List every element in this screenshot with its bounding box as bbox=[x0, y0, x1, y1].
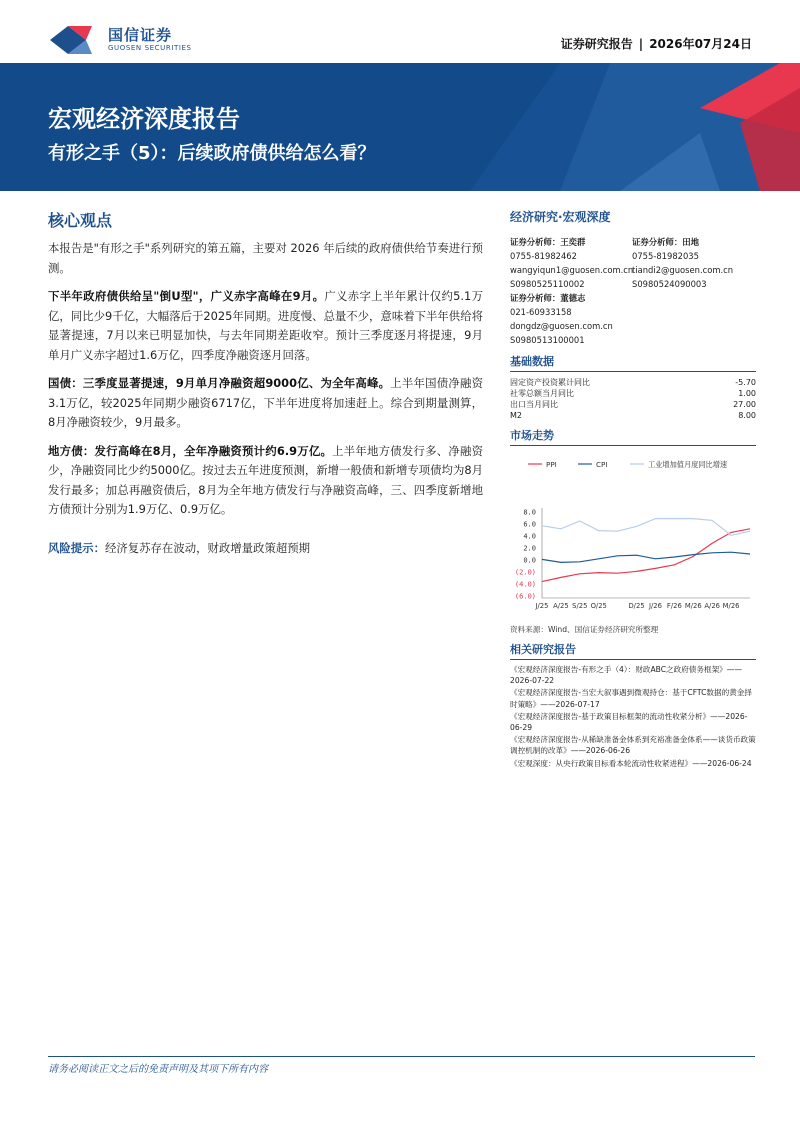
x-tick-label: S/25 bbox=[572, 602, 588, 610]
y-tick-label: 8.0 bbox=[523, 508, 536, 517]
logo-name: 国信证券 bbox=[108, 26, 173, 44]
section-heading: 核心观点 bbox=[48, 211, 113, 230]
basic-data-heading: 基础数据 bbox=[510, 353, 756, 372]
series-line bbox=[542, 552, 750, 562]
separator: | bbox=[638, 37, 644, 51]
series-line bbox=[542, 519, 750, 536]
point-lead: 地方债：发行高峰在8月，全年净融资预计约6.9万亿。 bbox=[48, 443, 333, 458]
logo-en: GUOSEN SECURITIES bbox=[108, 44, 192, 52]
analyst-card bbox=[510, 235, 632, 291]
x-tick-label: F/26 bbox=[666, 602, 682, 610]
analyst-label: 证券分析师： bbox=[510, 293, 561, 303]
footer-divider bbox=[48, 1056, 755, 1057]
analyst-phone: 021-60933158 bbox=[510, 307, 572, 317]
point-text: 上半年国债净融资3.1万亿，较2025年同期少融资6717亿，下半年进度将加速赶上。综合到期量测算，8月净融资较少，9月最多。 bbox=[48, 376, 483, 429]
y-tick-label: 0.0 bbox=[523, 556, 536, 565]
footer-disclaimer: 请务必阅读正文之后的免责声明及其项下所有内容 bbox=[48, 1064, 268, 1075]
analyst-name-line bbox=[632, 235, 754, 249]
core-views-section bbox=[48, 208, 483, 556]
x-tick-label: O/25 bbox=[590, 602, 607, 610]
risk-label: 风险提示： bbox=[48, 540, 105, 555]
trend-chart-svg bbox=[510, 450, 756, 622]
point-paragraph bbox=[48, 374, 483, 433]
data-value: 1.00 bbox=[738, 389, 756, 398]
related-reports-list bbox=[510, 664, 756, 769]
point-paragraph bbox=[48, 287, 483, 365]
y-tick-label: 6.0 bbox=[523, 520, 536, 529]
legend-label: 工业增加值月度同比增速 bbox=[648, 460, 728, 469]
data-label: 社零总额当月同比 bbox=[510, 389, 574, 398]
data-row bbox=[510, 410, 756, 421]
x-tick-label: M/26 bbox=[722, 602, 740, 610]
point-text: 广义赤字上半年累计仅约5.1万亿，同比少9千亿，大幅落后于2025年同期。进度慢、总量不少，意味着下半年供给将显著提速，7月以来已明显加快，与去年同期差距收窄。预计三季度逐月将提速，9月单月广义赤字超过1.6万亿，四季度净融资逐月回落。 bbox=[48, 289, 484, 362]
analyst-cert: S0980525110002 bbox=[510, 279, 585, 289]
related-report-link[interactable]: 《宏观经济深度报告-基于政策目标框架的流动性收紧分析》——2026-06-29 bbox=[510, 711, 748, 733]
analyst-card bbox=[632, 235, 754, 291]
analyst-row bbox=[510, 235, 756, 291]
chart-source: 资料来源：Wind、国信证券经济研究所整理 bbox=[510, 625, 659, 634]
point-lead: 国债：三季度显著提速，9月单月净融资超9000亿、为全年高峰。 bbox=[48, 376, 391, 390]
market-trend-chart bbox=[510, 450, 756, 622]
y-tick-label: 2.0 bbox=[523, 544, 536, 553]
data-value: -5.70 bbox=[735, 378, 756, 387]
intro-paragraph: 本报告是"有形之手"系列研究的第五篇，主要对 2026 年后续的政府债供给节奏进行预测。 bbox=[48, 241, 483, 275]
analyst-row bbox=[510, 291, 756, 347]
point-paragraph bbox=[48, 442, 483, 520]
report-title: 宏观经济深度报告 bbox=[48, 105, 240, 133]
x-tick-label: D/25 bbox=[628, 602, 645, 610]
company-logo bbox=[48, 22, 248, 56]
analyst-name-line bbox=[510, 235, 632, 249]
y-tick-label: (4.0) bbox=[514, 580, 536, 589]
point-text: 上半年地方债发行多、净融资少，净融资同比少约5000亿。按过去五年进度预测，新增一般债和新增专项债均为8月发行最多；加总再融资债后，8月为全年地方债发行与净融资高峰，三、四季度新增地方债预计分别为1.9万亿、0.9万亿。 bbox=[48, 443, 483, 516]
related-report-link[interactable]: 《宏观经济深度报告-有形之手（4）：财政ABC之政府债务框架》——2026-07-22 bbox=[510, 665, 742, 686]
analyst-cert: S0980524090003 bbox=[632, 279, 707, 289]
y-tick-label: (6.0) bbox=[514, 592, 536, 601]
analyst-label: 证券分析师： bbox=[510, 237, 561, 247]
analyst-label: 证券分析师： bbox=[632, 237, 683, 247]
data-label: 出口当月同比 bbox=[510, 400, 558, 409]
related-report-link[interactable]: 《宏观经济深度报告-当宏大叙事遇到微观持仓：基于CFTC数据的黄金择时策略》——2026-07-17 bbox=[510, 688, 752, 709]
analyst-card bbox=[510, 291, 756, 347]
series-line bbox=[542, 529, 750, 582]
report-date: 2026年07月24日 bbox=[649, 37, 752, 51]
analyst-name: 王奕群 bbox=[560, 237, 586, 247]
point-lead: 下半年政府债供给呈"倒U型"，广义赤字高峰在9月。 bbox=[48, 289, 325, 303]
y-tick-label: 4.0 bbox=[523, 532, 536, 541]
y-tick-label: (2.0) bbox=[514, 568, 536, 577]
analyst-name: 田地 bbox=[682, 237, 699, 247]
x-tick-label: M/26 bbox=[684, 602, 702, 610]
data-value: 27.00 bbox=[733, 400, 756, 409]
risk-text: 经济复苏存在波动，财政增量政策超预期 bbox=[104, 540, 311, 555]
analyst-email[interactable]: dongdz@guosen.com.cn bbox=[510, 321, 613, 331]
analyst-name-line bbox=[510, 291, 756, 305]
legend-label: PPI bbox=[546, 460, 557, 469]
analyst-email[interactable]: wangyiqun1@guosen.com.cn bbox=[510, 265, 634, 275]
category-heading: 经济研究·宏观深度 bbox=[510, 210, 611, 224]
data-label: 固定资产投资累计同比 bbox=[510, 378, 590, 387]
related-report-link[interactable]: 《宏观深度：从央行政策目标看本轮流动性收紧进程》——2026-06-24 bbox=[510, 758, 752, 768]
data-row bbox=[510, 377, 756, 388]
x-tick-label: J/25 bbox=[535, 602, 549, 610]
legend-label: CPI bbox=[596, 460, 608, 469]
data-row bbox=[510, 388, 756, 399]
related-report-link[interactable]: 《宏观经济深度报告-从稀缺准备金体系到充裕准备金体系——谈货币政策调控机制的改革》——2026-06-26 bbox=[510, 735, 756, 756]
report-subtitle: 有形之手（5）：后续政府债供给怎么看？ bbox=[48, 143, 376, 164]
analyst-phone: 0755-81982035 bbox=[632, 251, 699, 261]
title-banner bbox=[0, 63, 800, 191]
data-label: M2 bbox=[510, 411, 522, 420]
analyst-name: 董德志 bbox=[560, 293, 586, 303]
data-value: 8.00 bbox=[738, 411, 756, 420]
basic-data-table bbox=[510, 377, 756, 421]
related-reports-heading: 相关研究报告 bbox=[510, 641, 756, 660]
report-kind bbox=[561, 35, 752, 52]
sidebar bbox=[510, 208, 756, 770]
analyst-email[interactable]: tiandi2@guosen.com.cn bbox=[632, 265, 734, 275]
x-tick-label: J/26 bbox=[648, 602, 662, 610]
risk-warning bbox=[48, 540, 483, 556]
x-tick-label: A/26 bbox=[704, 602, 720, 610]
x-tick-label: A/25 bbox=[553, 602, 569, 610]
company-logo-icon bbox=[48, 22, 100, 56]
analyst-cert: S0980513100001 bbox=[510, 335, 585, 345]
report-kind-label: 证券研究报告 bbox=[560, 37, 633, 51]
market-trend-heading: 市场走势 bbox=[510, 427, 756, 446]
analyst-list bbox=[510, 235, 756, 347]
data-row bbox=[510, 399, 756, 410]
analyst-phone: 0755-81982462 bbox=[510, 251, 577, 261]
